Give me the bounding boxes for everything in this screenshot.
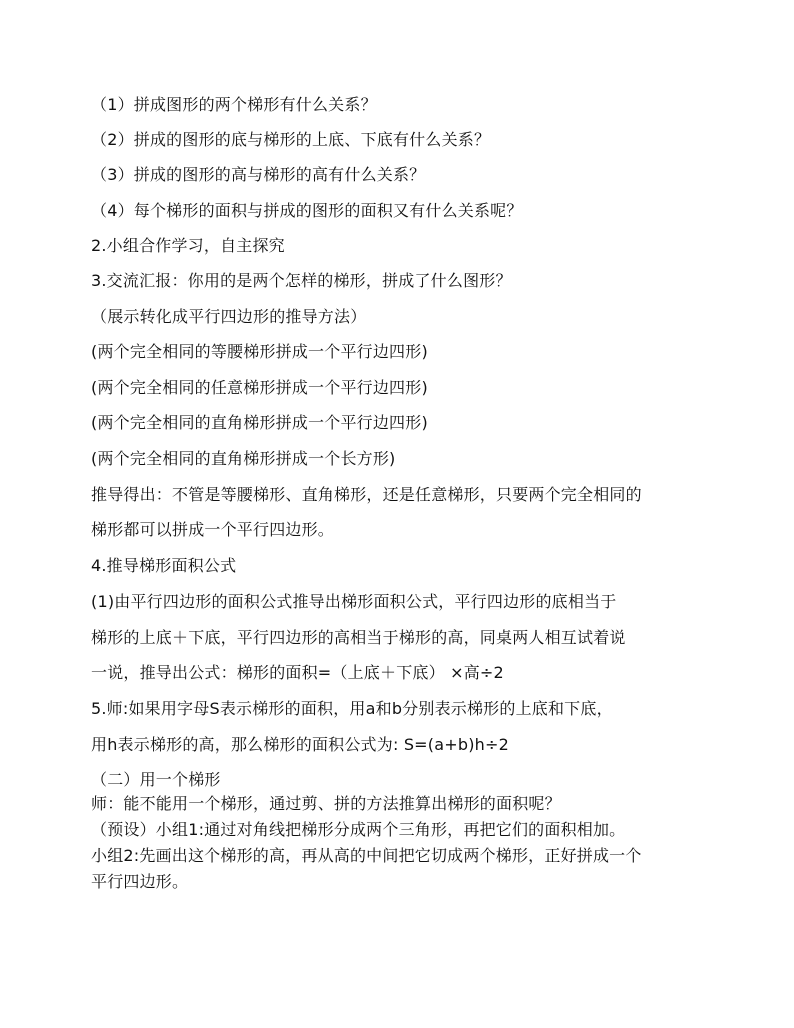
- section-heading-two: （二）用一个梯形: [91, 770, 221, 789]
- question-3: （3）拼成的图形的高与梯形的高有什么关系？: [91, 165, 426, 184]
- step-5-line-1: 5.师:如果用字母S表示梯形的面积，用a和b分别表示梯形的上底和下底，: [91, 699, 613, 718]
- demo-method-note: （展示转化成平行四边形的推导方法）: [91, 307, 367, 326]
- derivation-line-3: 一说，推导出公式：梯形的面积=（上底＋下底） ×高÷2: [91, 663, 504, 682]
- case-isosceles: (两个完全相同的等腰梯形拼成一个平行边四形): [91, 342, 428, 361]
- question-4: （4）每个梯形的面积与拼成的图形的面积又有什么关系呢？: [91, 201, 523, 220]
- derivation-line-1: (1)由平行四边形的面积公式推导出梯形面积公式，平行四边形的底相当于: [91, 592, 617, 611]
- step-4: 4.推导梯形面积公式: [91, 556, 237, 575]
- conclusion-line-2: 梯形都可以拼成一个平行四边形。: [91, 520, 335, 539]
- case-rectangle: (两个完全相同的直角梯形拼成一个长方形): [91, 449, 396, 468]
- step-5-line-2: 用h表示梯形的高，那么梯形的面积公式为: S=(a+b)h÷2: [91, 735, 509, 754]
- step-3: 3.交流汇报：你用的是两个怎样的梯形，拼成了什么图形？: [91, 271, 512, 290]
- conclusion-line-1: 推导得出：不管是等腰梯形、直角梯形，还是任意梯形，只要两个完全相同的: [91, 485, 642, 504]
- group-2-answer-line-1: 小组2:先画出这个梯形的高，再从高的中间把它切成两个梯形，正好拼成一个: [91, 846, 642, 865]
- derivation-line-2: 梯形的上底＋下底，平行四边形的高相当于梯形的高，同桌两人相互试着说: [91, 628, 626, 647]
- group-1-answer: （预设）小组1:通过对角线把梯形分成两个三角形，再把它们的面积相加。: [91, 820, 626, 839]
- teacher-question: 师：能不能用一个梯形，通过剪、拼的方法推算出梯形的面积呢？: [91, 794, 561, 813]
- case-arbitrary: (两个完全相同的任意梯形拼成一个平行边四形): [91, 378, 428, 397]
- question-2: （2）拼成的图形的底与梯形的上底、下底有什么关系？: [91, 130, 491, 149]
- question-1: （1）拼成图形的两个梯形有什么关系？: [91, 95, 377, 114]
- step-2: 2.小组合作学习，自主探究: [91, 236, 285, 255]
- group-2-answer-line-2: 平行四边形。: [91, 872, 189, 891]
- case-right-angle: (两个完全相同的直角梯形拼成一个平行边四形): [91, 413, 428, 432]
